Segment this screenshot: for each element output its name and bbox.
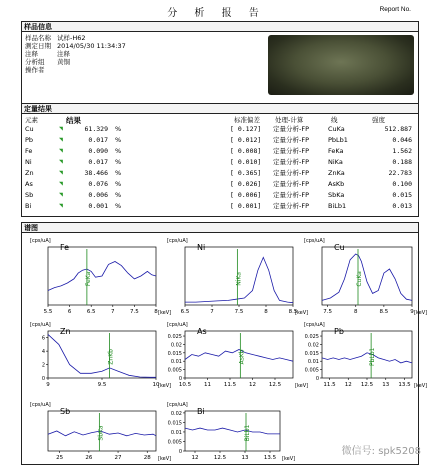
- sd-cell: [ 0.006]: [230, 191, 262, 199]
- unit-cell: %: [115, 180, 122, 188]
- sample-name-label: 样品名称: [25, 34, 51, 42]
- y-tick-label: 0: [178, 376, 182, 382]
- element-title: Cu: [334, 243, 345, 252]
- spectrum-svg: [28, 319, 170, 392]
- y-unit-label: [cps/uA]: [30, 322, 51, 328]
- x-tick-label: 8: [154, 309, 158, 315]
- peak-label: NiKa: [235, 272, 243, 286]
- y-unit-label: [cps/uA]: [30, 238, 51, 244]
- quant-row-pb: [22, 136, 420, 145]
- spectrum-svg: [165, 399, 294, 465]
- element-title: Pb: [334, 327, 344, 336]
- element-title: Zn: [60, 327, 71, 336]
- spectrum-line: [322, 254, 412, 300]
- element-cell: Zn: [25, 169, 34, 177]
- measure-date-value: 2014/05/30 11:34:37: [57, 42, 126, 50]
- y-tick-label: 0.025: [167, 334, 182, 341]
- spectra-section: [21, 222, 428, 465]
- method-cell: 定量分析-FP: [273, 202, 310, 210]
- y-unit-label: [cps/uA]: [167, 238, 188, 244]
- y-tick-label: 0.01: [170, 429, 182, 436]
- unit-cell: %: [115, 147, 122, 155]
- operator-label: 操作者: [25, 66, 45, 74]
- spectrum-svg: [28, 235, 170, 319]
- x-tick-label: 11.5: [223, 382, 237, 388]
- x-tick-label: 8.5: [379, 309, 389, 315]
- x-tick-label: 12.5: [268, 382, 282, 388]
- spectrum-line: [322, 353, 412, 363]
- x-tick-label: 10.5: [178, 382, 192, 388]
- sample-name-value: 试样-H62: [57, 34, 86, 42]
- unit-cell: %: [115, 191, 122, 199]
- quant-row-cu: [22, 125, 420, 134]
- element-title: Bi: [197, 407, 205, 416]
- col-header-sd: 标准偏差: [234, 116, 260, 124]
- spectrum-line: [48, 262, 156, 291]
- x-tick-label: 9.5: [97, 382, 107, 388]
- comment-value: 注释: [57, 50, 70, 58]
- peak-label: FeKa: [84, 271, 92, 287]
- sample-info-heading: 样品信息: [22, 22, 418, 32]
- y-unit-label: [cps/uA]: [167, 402, 188, 408]
- x-tick-label: 7.5: [130, 309, 139, 315]
- x-tick-label: 13.5: [398, 382, 411, 388]
- line-cell: ZnKa: [328, 169, 345, 177]
- spectrum-line: [185, 428, 280, 434]
- intensity-cell: 0.015: [392, 191, 412, 199]
- analysis-group-row: [25, 58, 70, 66]
- peak-label: CuKa: [356, 271, 363, 287]
- watermark-text: 微信号: spk5208: [341, 446, 421, 457]
- spectra-heading: 谱图: [22, 223, 418, 233]
- x-tick-label: 13: [382, 382, 390, 388]
- result-cell: 0.076: [88, 180, 108, 188]
- y-tick-label: 0: [178, 449, 182, 455]
- y-tick-label: 2: [41, 362, 45, 369]
- intensity-cell: 0.100: [392, 180, 412, 188]
- line-cell: PbLb1: [328, 136, 348, 144]
- spectrum-plot-sb: [28, 399, 170, 465]
- intensity-cell: 0.013: [392, 202, 412, 210]
- y-tick-label: 0.005: [304, 367, 319, 374]
- x-tick-label: 7: [111, 309, 115, 315]
- spectrum-plot-ni: [165, 235, 307, 319]
- line-cell: NiKa: [328, 158, 343, 166]
- x-tick-label: 10: [152, 382, 160, 388]
- element-cell: Fe: [25, 147, 33, 155]
- result-cell: 0.001: [88, 202, 108, 210]
- element-cell: Cu: [25, 125, 34, 133]
- x-tick-label: 11.5: [323, 382, 336, 388]
- flag-icon: ◥: [59, 181, 63, 187]
- y-tick-label: 0.005: [167, 367, 182, 374]
- flag-icon: ◥: [59, 192, 63, 198]
- sample-info-section: [21, 21, 419, 106]
- x-tick-label: 12: [344, 382, 352, 388]
- x-tick-label: 28: [143, 455, 151, 461]
- peak-label: AsKb: [238, 349, 246, 365]
- flag-icon: ◥: [59, 170, 63, 176]
- x-tick-label: 11: [204, 382, 211, 388]
- y-tick-label: 0.025: [304, 334, 319, 341]
- spectrum-plot-bi: [165, 399, 294, 465]
- spectrum-line: [48, 334, 156, 377]
- y-tick-label: 0: [315, 376, 319, 382]
- spectrum-plot-cu: [302, 235, 426, 319]
- spectrum-svg: [165, 235, 307, 319]
- y-tick-label: 0.02: [170, 410, 182, 417]
- comment-row: [25, 50, 70, 58]
- unit-cell: %: [115, 136, 122, 144]
- line-cell: SbKa: [328, 191, 345, 199]
- x-unit-label: [keV]: [414, 383, 428, 389]
- sd-cell: [ 0.001]: [230, 202, 262, 210]
- y-unit-label: [cps/uA]: [304, 238, 325, 244]
- method-cell: 定量分析-FP: [273, 169, 310, 177]
- spectrum-plot-pb: [302, 319, 426, 392]
- quant-row-ni: [22, 158, 420, 167]
- x-tick-label: 12: [249, 382, 256, 388]
- intensity-cell: 1.562: [392, 147, 412, 155]
- col-header-element: 元素: [25, 116, 38, 124]
- x-tick-label: 8: [354, 309, 358, 315]
- intensity-cell: 0.188: [392, 158, 412, 166]
- col-header-line: 线: [331, 116, 338, 124]
- analysis-group-label: 分析组: [25, 58, 45, 66]
- element-title: Fe: [60, 243, 70, 252]
- quant-results-section: [21, 103, 419, 217]
- method-cell: 定量分析-FP: [273, 158, 310, 166]
- x-unit-label: [keV]: [158, 456, 172, 462]
- y-unit-label: [cps/uA]: [167, 322, 188, 328]
- sd-cell: [ 0.365]: [230, 169, 262, 177]
- x-tick-label: 6.5: [86, 309, 96, 315]
- y-unit-label: [cps/uA]: [30, 402, 51, 408]
- x-tick-label: 6.5: [180, 309, 190, 315]
- measure-date-label: 测定日期: [25, 42, 51, 50]
- x-tick-label: 9: [410, 309, 414, 315]
- x-tick-label: 6: [67, 309, 72, 315]
- plot-frame: [322, 331, 412, 378]
- element-title: Sb: [60, 407, 71, 416]
- x-tick-label: 7: [210, 309, 214, 315]
- result-cell: 0.006: [88, 191, 108, 199]
- intensity-cell: 22.783: [388, 169, 412, 177]
- result-cell: 0.017: [88, 158, 108, 166]
- result-cell: 61.329: [84, 125, 108, 133]
- spectrum-plot-fe: [28, 235, 170, 319]
- line-cell: CuKa: [328, 125, 345, 133]
- x-tick-label: 13.5: [263, 455, 277, 461]
- line-cell: AsKb: [328, 180, 345, 188]
- flag-icon: ◥: [59, 137, 63, 143]
- y-tick-label: 6: [41, 335, 45, 342]
- y-tick-label: 0.015: [167, 350, 182, 357]
- col-header-result: 结果: [66, 116, 81, 125]
- y-tick-label: 0.005: [167, 439, 182, 446]
- flag-icon: ◥: [59, 159, 63, 165]
- x-tick-label: 27: [114, 455, 122, 461]
- x-tick-label: 12.5: [360, 382, 374, 388]
- x-unit-label: [keV]: [295, 383, 309, 389]
- line-cell: FeKa: [328, 147, 344, 155]
- x-tick-label: 7.5: [234, 309, 244, 315]
- x-tick-label: 9: [46, 382, 50, 388]
- x-unit-label: [keV]: [282, 456, 296, 462]
- spectrum-plot-zn: [28, 319, 170, 392]
- x-tick-label: 8: [264, 309, 268, 315]
- report-number-label: Report No.: [379, 6, 411, 13]
- y-tick-label: 0.02: [170, 342, 182, 349]
- sd-cell: [ 0.012]: [230, 136, 262, 144]
- y-tick-label: 0.01: [307, 359, 319, 366]
- y-tick-label: 0: [41, 376, 45, 382]
- x-tick-label: 8.5: [288, 309, 298, 315]
- peak-label: BiLb1: [244, 424, 251, 442]
- element-cell: Bi: [25, 202, 32, 210]
- report-title: 分 析 报 告: [167, 8, 266, 19]
- y-tick-label: 0.01: [170, 359, 182, 366]
- quant-row-fe: [22, 147, 420, 156]
- x-tick-label: 13: [241, 455, 249, 461]
- spectrum-plot-as: [165, 319, 307, 392]
- result-cell: 38.466: [84, 169, 108, 177]
- sd-cell: [ 0.008]: [230, 147, 262, 155]
- x-unit-label: [keV]: [295, 310, 309, 316]
- x-tick-label: 5.5: [43, 309, 53, 315]
- y-tick-label: 0.015: [167, 420, 182, 427]
- quant-row-as: [22, 180, 420, 189]
- sd-cell: [ 0.010]: [230, 158, 262, 166]
- x-unit-label: [keV]: [158, 383, 172, 389]
- element-cell: Pb: [25, 136, 34, 144]
- spectrum-svg: [302, 235, 426, 319]
- peak-label: SbKa: [97, 425, 105, 441]
- sd-cell: [ 0.026]: [230, 180, 262, 188]
- element-cell: Sb: [25, 191, 34, 199]
- x-tick-label: 12.5: [213, 455, 227, 461]
- col-header-method: 处理-计算: [275, 116, 304, 124]
- x-tick-label: 25: [56, 455, 64, 461]
- unit-cell: %: [115, 125, 122, 133]
- x-unit-label: [keV]: [414, 310, 428, 316]
- result-cell: 0.090: [88, 147, 108, 155]
- quant-results-heading: 定量结果: [22, 104, 418, 114]
- y-unit-label: [cps/uA]: [304, 322, 325, 328]
- quant-row-bi: [22, 202, 420, 211]
- element-title: Ni: [197, 243, 206, 252]
- peak-label: PbLb1: [369, 347, 377, 367]
- method-cell: 定量分析-FP: [273, 147, 310, 155]
- quant-row-zn: [22, 169, 420, 178]
- peak-label: ZnKb: [107, 349, 115, 365]
- sd-cell: [ 0.127]: [230, 125, 262, 133]
- comment-label: 注释: [25, 50, 38, 58]
- spectrum-svg: [28, 399, 170, 465]
- element-cell: As: [25, 180, 33, 188]
- method-cell: 定量分析-FP: [273, 136, 310, 144]
- method-cell: 定量分析-FP: [273, 180, 310, 188]
- spectrum-svg: [302, 319, 426, 392]
- unit-cell: %: [115, 169, 122, 177]
- sample-name-row: [25, 34, 86, 42]
- y-tick-label: 0.02: [307, 342, 319, 349]
- method-cell: 定量分析-FP: [273, 191, 310, 199]
- line-cell: BiLb1: [328, 202, 347, 210]
- analysis-group-value: 黄铜: [57, 58, 70, 66]
- plot-frame: [322, 247, 412, 305]
- unit-cell: %: [115, 202, 122, 210]
- flag-icon: ◥: [59, 148, 63, 154]
- element-cell: Ni: [25, 158, 32, 166]
- sample-photo: [268, 35, 414, 95]
- operator-row: [25, 66, 57, 74]
- y-tick-label: 4: [41, 349, 45, 356]
- quant-row-sb: [22, 191, 420, 200]
- flag-icon: ◥: [59, 126, 63, 132]
- method-cell: 定量分析-FP: [273, 125, 310, 133]
- x-tick-label: 26: [85, 455, 93, 461]
- x-unit-label: [keV]: [158, 310, 172, 316]
- y-tick-label: 0.015: [304, 350, 319, 357]
- intensity-cell: 512.887: [384, 125, 412, 133]
- col-header-intensity: 强度: [372, 116, 385, 124]
- measure-date-row: [25, 42, 126, 50]
- unit-cell: %: [115, 158, 122, 166]
- spectrum-svg: [165, 319, 307, 392]
- x-tick-label: 12: [191, 455, 199, 461]
- intensity-cell: 0.046: [392, 136, 412, 144]
- flag-icon: ◥: [59, 203, 63, 209]
- element-title: As: [197, 327, 207, 336]
- result-cell: 0.017: [88, 136, 108, 144]
- x-tick-label: 7.5: [323, 309, 332, 315]
